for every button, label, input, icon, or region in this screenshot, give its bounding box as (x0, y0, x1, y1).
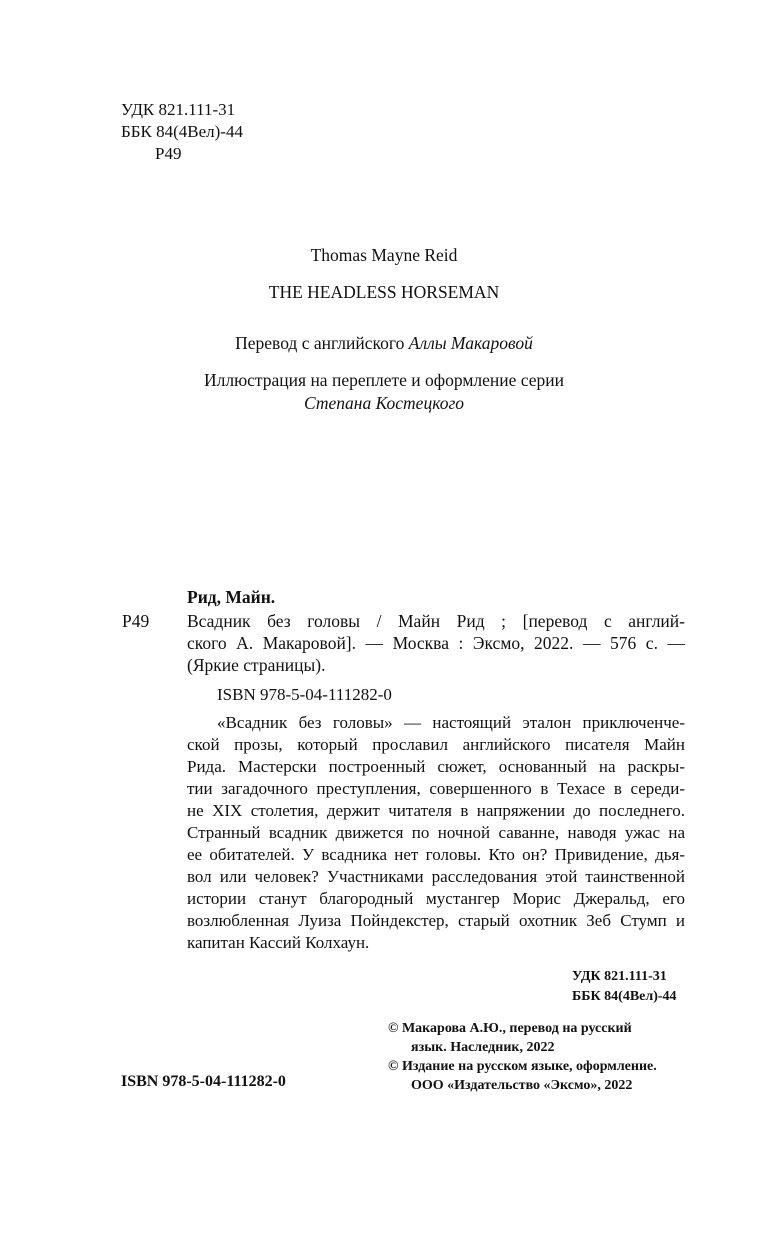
original-title: THE HEADLESS HORSEMAN (268, 282, 500, 302)
bbk-code: ББК 84(4Вел)-44 (121, 122, 243, 141)
copyright-line: язык. Наследник, 2022 (411, 1040, 555, 1055)
udk-code-bottom: УДК 821.111-31 (572, 969, 667, 984)
annotation-line: истории станут благородный мустангер Морис Джеральд, его (187, 889, 685, 908)
isbn-bottom: ISBN 978-5-04-111282-0 (121, 1073, 286, 1090)
annotation-line: ее обитателей. У всадника нет головы. Кто он? Привидение, дья- (187, 845, 685, 864)
copyright-line: © Макарова А.Ю., перевод на русский (388, 1021, 632, 1036)
annotation (187, 712, 685, 954)
catalog-line: ского А. Макаровой]. — Москва : Эксмо, 2022. — 576 с. — (187, 633, 685, 653)
annotation-line: не XIX столетия, держит читателя в напряжении до последнего. (187, 801, 685, 820)
original-author: Thomas Mayne Reid (310, 245, 458, 265)
catalog-mark: Р49 (122, 611, 150, 631)
catalog-line: Всадник без головы / Майн Рид ; [перевод с англий- (187, 611, 685, 631)
translation-prefix: Перевод с английского (235, 333, 405, 353)
catalog-isbn: ISBN 978-5-04-111282-0 (217, 685, 392, 704)
udk-code: УДК 821.111-31 (121, 100, 236, 119)
translation-credit (0, 332, 768, 354)
bbk-code-bottom: ББК 84(4Вел)-44 (572, 989, 677, 1004)
annotation-line: ской прозы, который прославил английского писателя Майн (187, 735, 685, 754)
copyright-line: © Издание на русском языке, оформление. (388, 1059, 657, 1074)
annotation-line: возлюбленная Луиза Пойндекстер, старый охотник Зеб Стумп и (187, 911, 685, 930)
annotation-line: капитан Кассий Колхаун. (187, 933, 370, 952)
annotation-line: тии загадочного преступления, совершенного в Техасе в середи- (187, 779, 685, 798)
translator-name: Аллы Макаровой (408, 333, 533, 353)
catalog-heading: Рид, Майн. (187, 587, 276, 607)
annotation-line: Странный всадник движется по ночной саванне, наводя ужас на (187, 823, 685, 842)
catalog-entry (187, 610, 685, 676)
annotation-line: вол или человек? Участниками расследования этой таинственной (187, 867, 685, 886)
annotation-line: «Всадник без головы» — настоящий эталон приключенче- (217, 713, 685, 732)
catalog-line: (Яркие страницы). (187, 655, 326, 675)
copyright-line: ООО «Издательство «Эксмо», 2022 (411, 1078, 633, 1093)
illustrator-name: Степана Костецкого (303, 393, 465, 413)
illustration-credit: Иллюстрация на переплете и оформление серии (203, 370, 565, 390)
annotation-line: Рида. Мастерски построенный сюжет, основанный на раскры- (187, 757, 685, 776)
author-mark: Р49 (155, 144, 182, 163)
